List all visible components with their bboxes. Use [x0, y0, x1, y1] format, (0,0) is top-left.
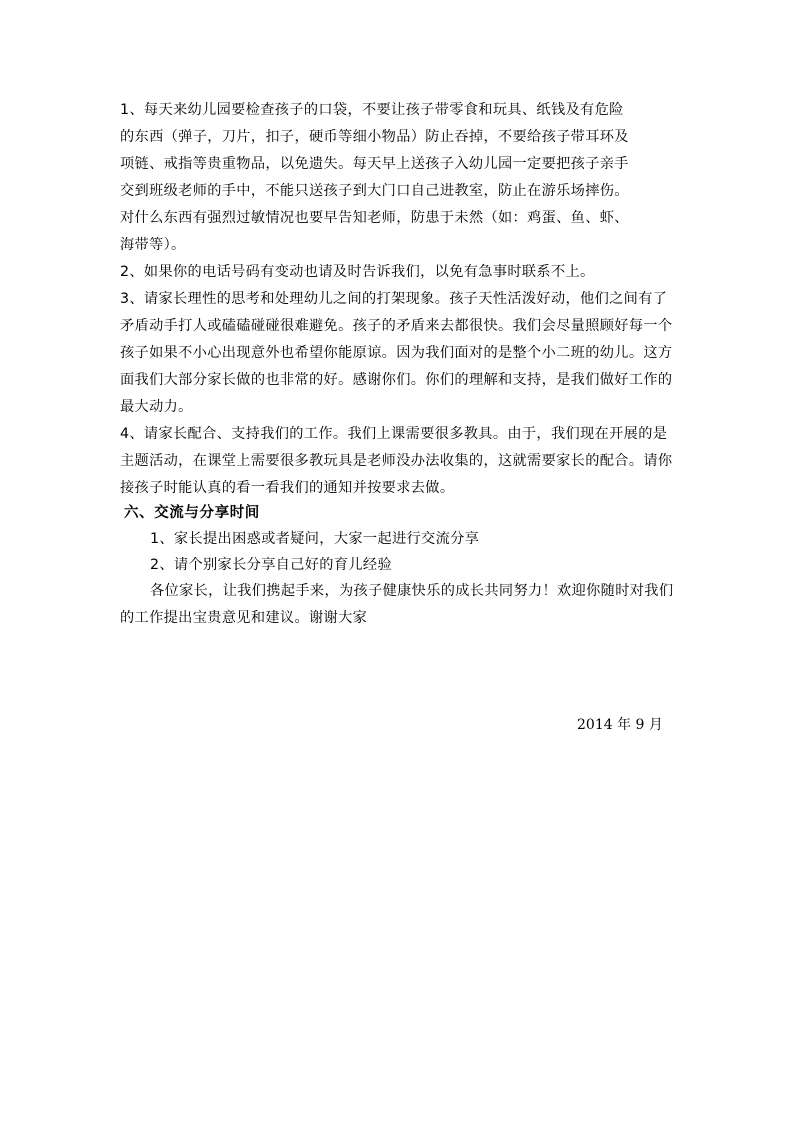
para4-line-2: 主题活动，在课堂上需要很多教玩具是老师没办法收集的，这就需要家长的配合。请你	[120, 453, 673, 469]
para1-line-1: 1、每天来幼儿园要检查孩子的口袋，不要让孩子带零食和玩具、纸钱及有危险	[120, 102, 624, 118]
para2-line-1: 2、如果你的电话号码有变动也请及时告诉我们，以免有急事时联系不上。	[120, 264, 595, 280]
para3-line-2: 矛盾动手打人或磕磕碰碰很难避免。孩子的矛盾来去都很快。我们会尽量照顾好每一个	[120, 318, 673, 334]
para3-line-5: 最大动力。	[120, 399, 193, 415]
para4-line-1: 4、请家长配合、支持我们的工作。我们上课需要很多教具。由于，我们现在开展的是	[120, 426, 668, 442]
section-six-item-2: 2、请个别家长分享自己好的育儿经验	[150, 557, 392, 573]
closing-line-1: 各位家长，让我们携起手来，为孩子健康快乐的成长共同努力！欢迎你随时对我们	[150, 583, 674, 599]
document-date: 2014 年 9 月	[577, 717, 663, 733]
section-six-item-1: 1、家长提出困惑或者疑问，大家一起进行交流分享	[150, 531, 480, 547]
para1-line-3: 项链、戒指等贵重物品，以免遗失。每天早上送孩子入幼儿园一定要把孩子亲手	[120, 156, 629, 172]
section-six-heading: 六、交流与分享时间	[124, 505, 260, 521]
para3-line-4: 面我们大部分家长做的也非常的好。感谢你们。你们的理解和支持，是我们做好工作的	[120, 372, 673, 388]
para3-line-1: 3、请家长理性的思考和处理幼儿之间的打架现象。孩子天性活泼好动，他们之间有了	[120, 291, 668, 307]
para4-line-3: 接孩子时能认真的看一看我们的通知并按要求去做。	[120, 480, 455, 496]
para1-line-5: 对什么东西有强烈过敏情况也要早告知老师，防患于未然（如：鸡蛋、鱼、虾、	[120, 210, 629, 226]
para1-line-2: 的东西（弹子，刀片，扣子，硬币等细小物品）防止吞掉，不要给孩子带耳环及	[120, 129, 629, 145]
para1-line-6: 海带等）。	[120, 237, 186, 253]
closing-line-2: 的工作提出宝贵意见和建议。谢谢大家	[120, 610, 368, 626]
para1-line-4: 交到班级老师的手中，不能只送孩子到大门口自己进教室，防止在游乐场摔伤。	[120, 183, 629, 199]
para3-line-3: 孩子如果不小心出现意外也希望你能原谅。因为我们面对的是整个小二班的幼儿。这方	[120, 345, 673, 361]
